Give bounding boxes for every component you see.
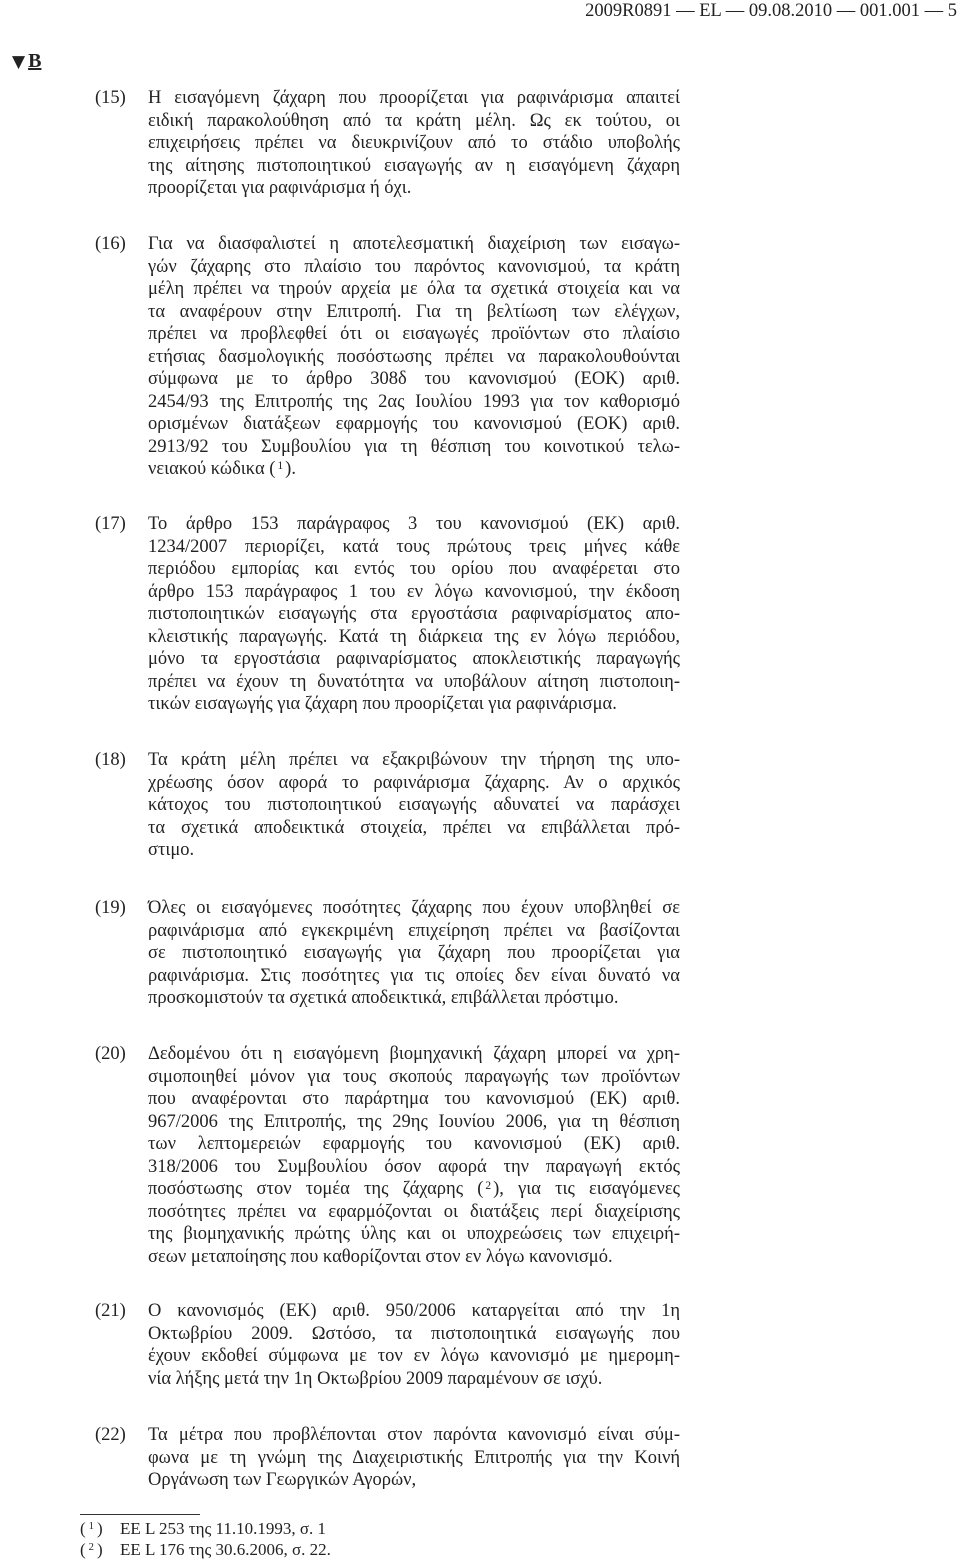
recital-text (148, 1043, 680, 1268)
footnote (80, 1518, 331, 1539)
recital-line: προσκομιστούν τα σχετικά αποδεικτικά, επιβάλλεται πρόστιμο. (148, 988, 619, 1008)
running-header: 2009R0891 — EL — 09.08.2010 — 001.001 — 5 (585, 1, 957, 21)
recital-line: Ο κανονισμός (ΕΚ) αριθ. 950/2006 καταργείται από την 1η (148, 1301, 680, 1321)
footnote-reference: 2 (485, 1179, 492, 1192)
recital-number: (18) (95, 750, 126, 770)
recital-line: σεων μεταποίησης που καθορίζονται στον εν λόγω κανονισμό. (148, 1246, 613, 1267)
recital-line: Δεδομένου ότι η εισαγόμενη βιομηχανική ζάχαρη μπορεί να χρη- (148, 1044, 680, 1064)
recital-number: (22) (95, 1425, 126, 1445)
amendment-code: B (28, 50, 42, 72)
recital-line: που αναφέρονται στο παράρτημα του κανονισμού (ΕΚ) αριθ. (148, 1089, 680, 1109)
recital-line: Οργάνωση των Γεωργικών Αγορών, (148, 1470, 417, 1490)
recital-line: κλειστικής παραγωγής. Κατά τη διάρκεια της εν λόγω περιόδου, (148, 626, 680, 647)
recital-number: (20) (95, 1044, 126, 1064)
recital-line: πιστοποιητικών εισαγωγής στα εργοστάσια ραφιναρίσματος απο- (148, 604, 680, 624)
footnotes (80, 1518, 331, 1560)
recital-line: Η εισαγόμενη ζάχαρη που προορίζεται για ραφινάρισμα απαιτεί (148, 88, 680, 108)
recital-line: σε πιστοποιητικό εισαγωγής για ζάχαρη που προορίζεται για (148, 943, 680, 963)
recital-line: επιχειρήσεις πρέπει να διευκρινίζουν από το στάδιο υποβολής (148, 133, 680, 153)
recital-line: χρέωσης όσον αφορά το ραφινάρισμα ζάχαρης. Αν ο αρχικός (148, 772, 680, 793)
recital-line: 318/2006 του Συμβουλίου όσον αφορά την παραγωγή εκτός (148, 1156, 680, 1177)
recital-number: (17) (95, 514, 126, 534)
recital-line (148, 1178, 680, 1201)
line-text: ποσόστωσης στον τομέα της ζάχαρης ( (148, 1179, 484, 1199)
recital-line: έχουν εκδοθεί σύμφωνα με τον εν λόγω κανονισμό με ημερομη- (148, 1346, 680, 1366)
footnote-number: 1 (88, 1521, 94, 1533)
line-text: νειακού κώδικα ( (148, 459, 276, 479)
recital-line: νία λήξης μετά την 1η Οκτωβρίου 2009 παραμένουν σε ισχύ. (148, 1368, 603, 1389)
line-text: ), για τις εισαγόμενες (493, 1179, 680, 1199)
recital-line: Όλες οι εισαγόμενες ποσότητες ζάχαρης που έχουν υποβληθεί σε (148, 898, 680, 918)
recital-line: 2454/93 της Επιτροπής της 2ας Ιουλίου 1993 για τον καθορισμό (148, 391, 680, 412)
amendment-marker (12, 49, 41, 74)
recital-line: γών ζάχαρης στο πλαίσιο του παρόντος κανονισμού, τα κράτη (148, 256, 680, 277)
recital-line: κάτοχος του πιστοποιητικού εισαγωγής αδυνατεί να παράσχει (148, 795, 680, 815)
recital-line: ποσότητες πρέπει να εφαρμόζονται οι διατάξεις περί διαχείρισης (148, 1201, 680, 1222)
recital-line: ραφινάρισμα. Στις ποσότητες για τις οποίες δεν είναι δυνατό να (148, 965, 680, 986)
recital-number: (15) (95, 88, 126, 108)
recital-number: (19) (95, 898, 126, 918)
recital-line: μόνο τα εργοστάσια ραφιναρίσματος αποκλειστικής παραγωγής (148, 649, 680, 669)
recital-line: της αίτησης πιστοποιητικού εισαγωγής αν η εισαγόμενη ζάχαρη (148, 155, 680, 176)
footnote-text: ΕΕ L 253 της 11.10.1993, σ. 1 (120, 1519, 327, 1538)
recital-line: 967/2006 της Επιτροπής, της 29ης Ιουνίου 2006, για τη θέσπιση (148, 1111, 680, 1132)
recital-line: Τα μέτρα που προβλέπονται στον παρόντα κανονισμό είναι σύμ- (148, 1425, 680, 1445)
recital-number: (16) (95, 234, 126, 254)
recital-line: των λεπτομερειών εφαρμογής του κανονισμού (ΕΚ) αριθ. (148, 1134, 680, 1154)
footnote-reference: 1 (277, 459, 284, 472)
recital-text (148, 233, 680, 481)
recital-text (148, 897, 680, 1010)
recital-line: άρθρο 153 παράγραφος 1 του εν λόγω κανονισμού, την έκδοση (148, 581, 680, 602)
recital-text (148, 513, 680, 716)
recital-line: ειδική παρακολούθηση από τα κράτη μέλη. Ως εκ τούτου, οι (148, 110, 680, 131)
recital-line: ετήσιας δασμολογικής ποσόστωσης πρέπει να παρακολουθούνται (148, 346, 680, 367)
recital-line: τα αναφέρουν στην Επιτροπή. Για τη βελτίωση των ελέγχων, (148, 301, 680, 322)
recital-line: τα σχετικά αποδεικτικά στοιχεία, πρέπει να επιβάλλεται πρό- (148, 817, 680, 838)
recital-line: Τα κράτη μέλη πρέπει να εξακριβώνουν την τήρηση της υπο- (148, 750, 680, 770)
recital-line: 2913/92 του Συμβουλίου για τη θέσπιση του κοινοτικού τελω- (148, 436, 680, 457)
recital-text (148, 1424, 680, 1492)
recital-line: σιμοποιηθεί μόνον για τους σκοπούς παραγωγής των προϊόντων (148, 1066, 680, 1087)
recital-line: ραφινάρισμα από εγκεκριμένη επιχείρηση πρέπει να βασίζονται (148, 920, 680, 941)
recital-text (148, 749, 680, 862)
footnote-marker (80, 1539, 120, 1560)
footnote-marker (80, 1518, 120, 1539)
footnote-number: 2 (88, 1542, 94, 1554)
footnote-text: ΕΕ L 176 της 30.6.2006, σ. 22. (120, 1540, 331, 1559)
triangle-down-icon: ▼ (12, 52, 26, 72)
recital-line: της βιομηχανικής πρώτης ύλης και οι υποχρεώσεις των επιχειρή- (148, 1224, 680, 1244)
recital-line: σύμφωνα με το άρθρο 308δ του κανονισμού (ΕΟΚ) αριθ. (148, 369, 680, 389)
recital-line: 1234/2007 περιορίζει, κατά τους πρώτους τρεις μήνες κάθε (148, 536, 680, 557)
footnote-separator (80, 1514, 200, 1515)
recital-text (148, 1300, 680, 1390)
recital-line: τικών εισαγωγής για ζάχαρη που προορίζεται για ραφινάρισμα. (148, 694, 617, 714)
recital-line: Το άρθρο 153 παράγραφος 3 του κανονισμού (ΕΚ) αριθ. (148, 514, 680, 534)
footnote (80, 1539, 331, 1560)
line-text: ). (285, 459, 296, 479)
recital-line: προορίζεται για ραφινάρισμα ή όχι. (148, 178, 412, 198)
recital-line: μέλη πρέπει να τηρούν αρχεία με όλα τα σχετικά στοιχεία και να (148, 279, 680, 299)
recital-number: (21) (95, 1301, 126, 1321)
recital-line: ορισμένων διατάξεων εφαρμογής του κανονισμού (ΕΟΚ) αριθ. (148, 414, 680, 434)
recital-text (148, 87, 680, 200)
recital-line: πρέπει να έχουν τη δυνατότητα να υποβάλουν αίτηση πιστοποιη- (148, 671, 680, 692)
recital-line: στιμο. (148, 840, 195, 860)
recital-line: περιόδου εμπορίας και εντός του ορίου που αναφέρεται στο (148, 559, 680, 579)
recital-line: φωνα με τη γνώμη της Διαχειριστικής Επιτροπής για την Κοινή (148, 1447, 680, 1468)
recital-line: Οκτωβρίου 2009. Ωστόσο, τα πιστοποιητικά εισαγωγής που (148, 1323, 680, 1344)
recital-line (148, 458, 680, 481)
recital-line: Για να διασφαλιστεί η αποτελεσματική διαχείριση των εισαγω- (148, 234, 680, 254)
recital-line: πρέπει να προβλεφθεί ότι οι εισαγωγές προϊόντων στο πλαίσιο (148, 324, 680, 344)
